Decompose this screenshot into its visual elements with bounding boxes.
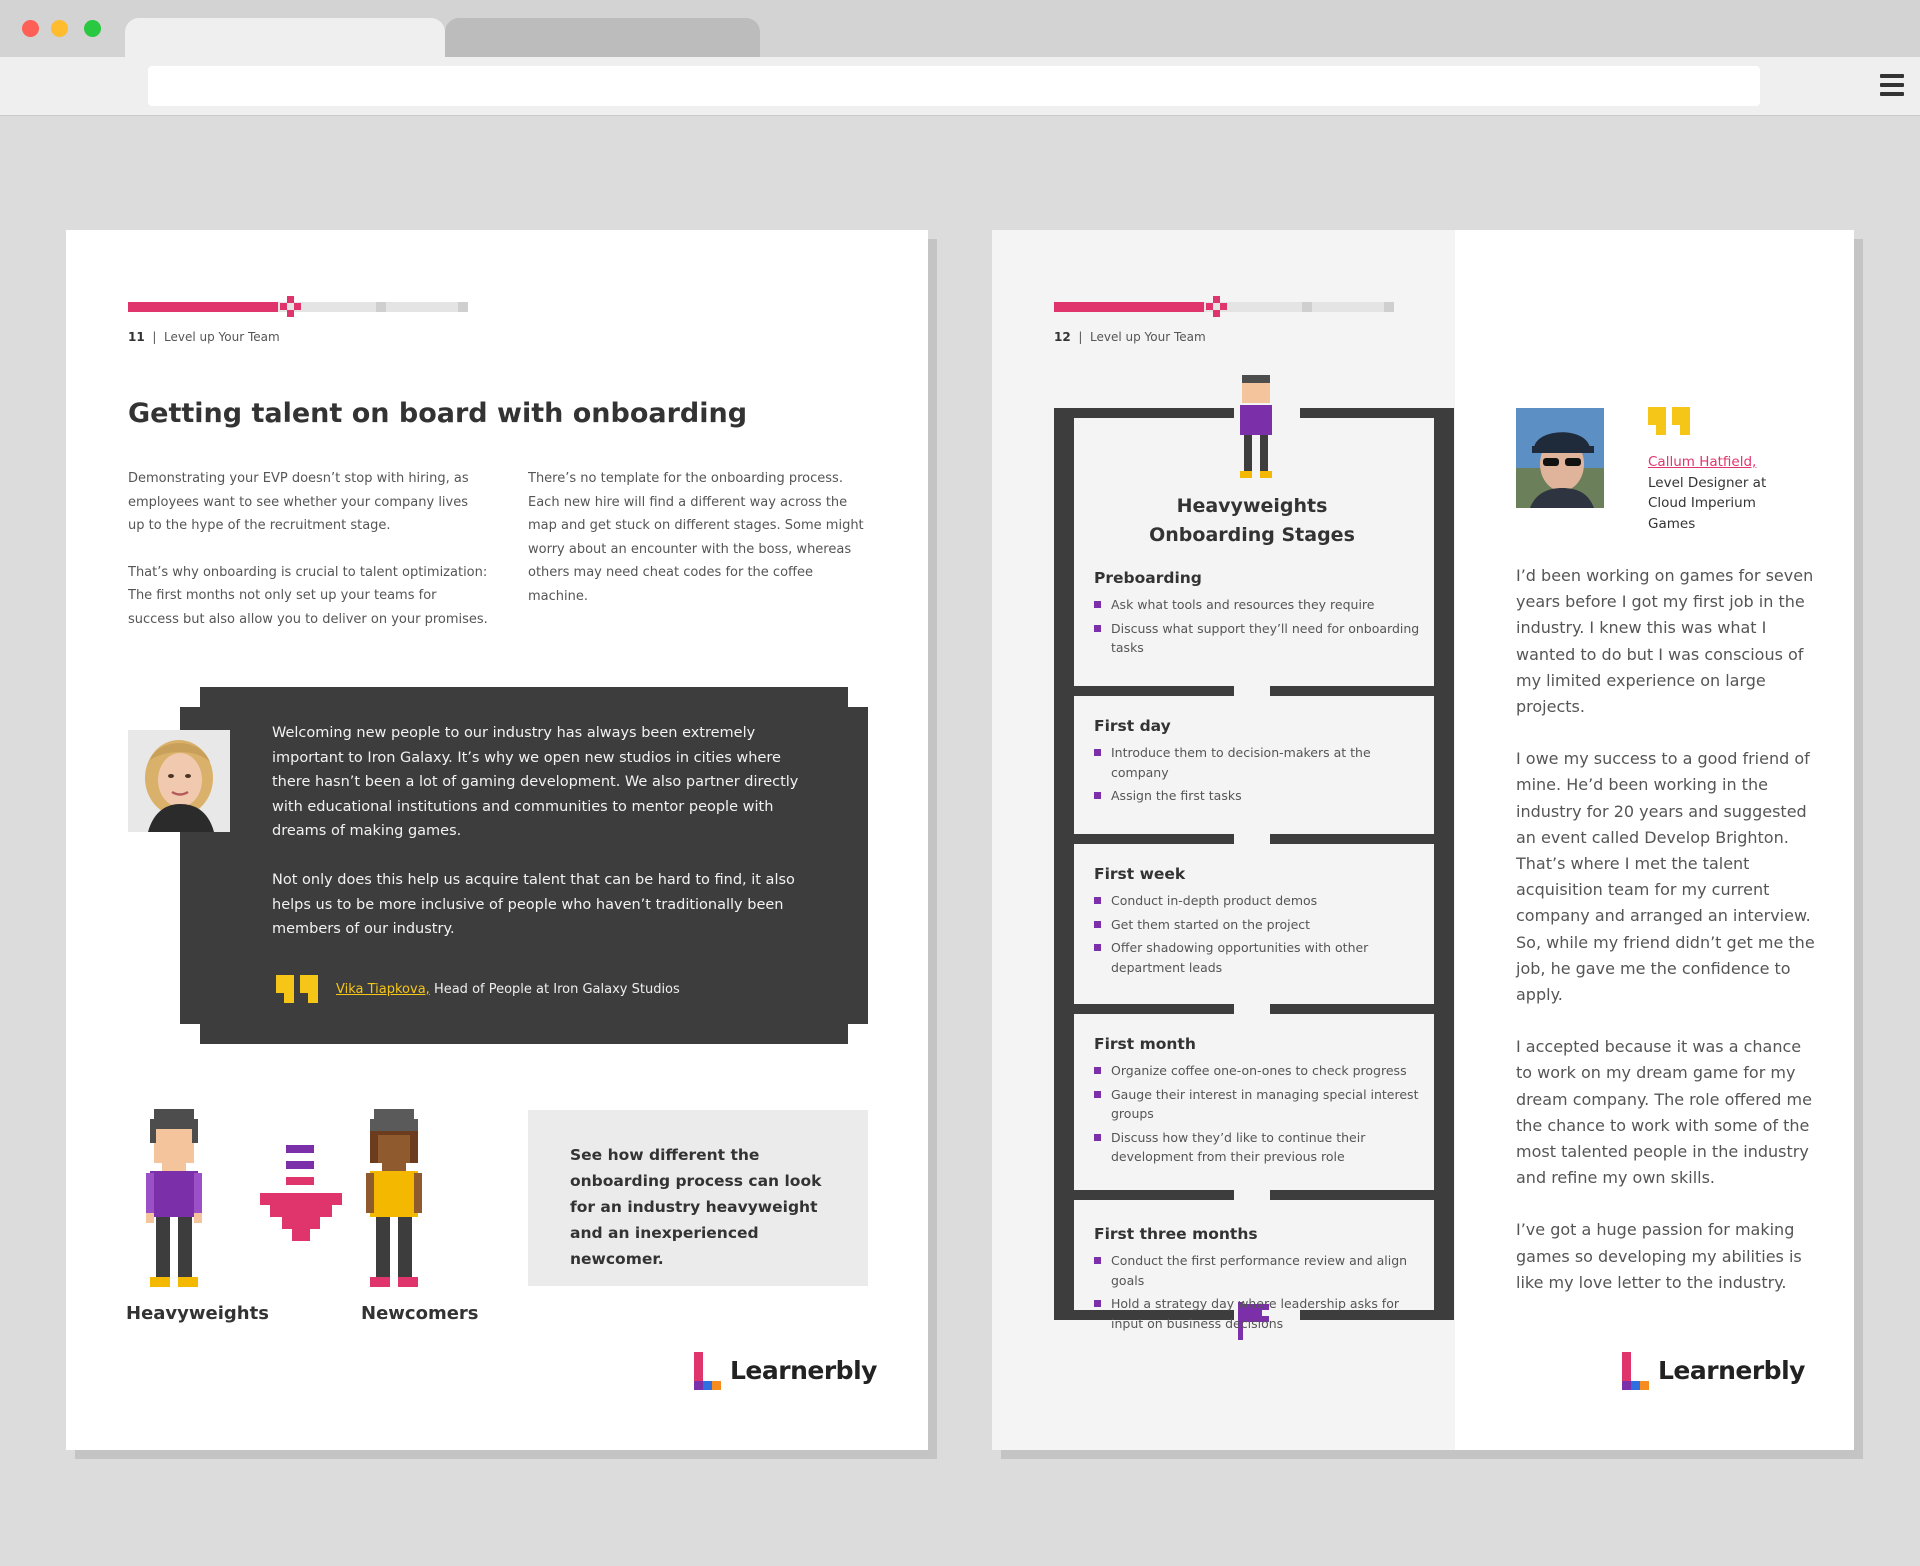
- cta-box: [528, 1110, 868, 1286]
- minimize-window-button[interactable]: [51, 20, 68, 37]
- stages-title: [1054, 492, 1450, 550]
- pixel-corner-decoration: [838, 1014, 868, 1044]
- cta-text: See how different the onboarding process can look for an industry heavyweight and an inexperienced newcomer.: [570, 1146, 822, 1268]
- testimonial-paragraph: Welcoming new people to our industry has always been extremely important to Iron Galaxy. It’s why we open new studios in cities where there hasn’t been a lot of gaming development. We also partner directly with educational institutions and communities to mentor people with dreams of making games.: [272, 725, 799, 840]
- learnerbly-logo-icon: [1622, 1352, 1650, 1390]
- page-11: [66, 230, 928, 1450]
- arrow-down-icon: [260, 1145, 342, 1247]
- close-window-button[interactable]: [22, 20, 39, 37]
- testimonial-paragraph: Not only does this help us acquire talent that can be hard to find, it also helps us to be more inclusive of people who haven’t traditionally been members of our industry.: [272, 871, 795, 938]
- intro-paragraph: Demonstrating your EVP doesn’t stop with hiring, as employees want to see whether your company lives up to the hype of the recruitment stage.: [128, 471, 469, 533]
- stage-divider: [1064, 834, 1234, 844]
- stage-divider: [1270, 1004, 1444, 1014]
- progress-bar: [1054, 290, 1394, 322]
- author-name-link[interactable]: Vika Tiapkova,: [336, 982, 430, 997]
- callum-name-link[interactable]: Callum Hatfield,: [1648, 454, 1757, 470]
- stage-item: Get them started on the project: [1094, 915, 1424, 935]
- stages-title-line: Heavyweights: [1176, 495, 1328, 517]
- pixel-corner-decoration: [838, 687, 868, 717]
- stages-title-line: Onboarding Stages: [1149, 524, 1355, 546]
- stage-heading: First three months: [1094, 1225, 1258, 1243]
- newcomer-character-icon: [366, 1109, 422, 1289]
- stage-item: Organize coffee one-on-ones to check progress: [1094, 1061, 1424, 1081]
- author-role: Head of People at Iron Galaxy Studios: [429, 982, 680, 997]
- intro-paragraph: That’s why onboarding is crucial to talent optimization: The first months not only set up your teams for success but also allow you to deliver on your promises.: [128, 564, 488, 627]
- callum-testimonial: [1516, 563, 1816, 1322]
- stage-divider: [1064, 1004, 1234, 1014]
- page-header: 12 | Level up Your Team: [1054, 330, 1206, 344]
- stage-item: Assign the first tasks: [1094, 786, 1424, 806]
- callum-attribution: [1648, 452, 1788, 534]
- section-name: Level up Your Team: [164, 330, 280, 344]
- maximize-window-button[interactable]: [84, 20, 101, 37]
- browser-tab-active[interactable]: [125, 18, 445, 57]
- avatar-vika: [128, 730, 230, 832]
- heavyweight-character-icon: [146, 1109, 202, 1289]
- label-newcomers: Newcomers: [361, 1303, 479, 1324]
- pixel-corner-decoration: [180, 1014, 210, 1044]
- testimonial-paragraph: I accepted because it was a chance to work on my dream game for my dream company. The role offered me the chance to work with some of the most talented people in the industry and refine my own skills.: [1516, 1037, 1812, 1188]
- stage-first-month: [1094, 1035, 1424, 1171]
- stage-heading: First day: [1094, 717, 1171, 735]
- stage-divider: [1064, 1190, 1234, 1200]
- learnerbly-logo-icon: [694, 1352, 722, 1390]
- intro-column-1: [128, 467, 488, 631]
- page-12: [992, 230, 1854, 1450]
- stage-first-week: [1094, 865, 1424, 981]
- section-name: Level up Your Team: [1090, 330, 1206, 344]
- intro-column-2: [528, 467, 868, 608]
- callum-role: Level Designer at Cloud Imperium Games: [1648, 474, 1767, 532]
- address-bar[interactable]: [148, 66, 1760, 106]
- stages-frame-inner: [1434, 418, 1444, 1310]
- stage-divider: [1270, 834, 1444, 844]
- stage-heading: First week: [1094, 865, 1186, 883]
- browser-chrome: [0, 0, 1920, 115]
- progress-marker-icon: [280, 296, 302, 318]
- pixel-corner-decoration: [180, 687, 210, 717]
- stage-heading: Preboarding: [1094, 569, 1202, 587]
- stage-item: Introduce them to decision-makers at the company: [1094, 743, 1424, 782]
- page-title: Getting talent on board with onboarding: [128, 398, 748, 429]
- stage-heading: First month: [1094, 1035, 1196, 1053]
- logo-wordmark: Learnerbly: [1658, 1356, 1805, 1385]
- testimonial-text: [272, 721, 812, 966]
- stages-frame: [1054, 408, 1234, 418]
- page-number: 11: [128, 330, 145, 344]
- stage-item: Discuss what support they’ll need for onboarding tasks: [1094, 619, 1424, 658]
- stage-item: Discuss how they’d like to continue their development from their previous role: [1094, 1128, 1424, 1167]
- browser-tab-inactive[interactable]: [445, 18, 760, 57]
- page-header: 11 | Level up Your Team: [128, 330, 280, 344]
- stage-item: Conduct in-depth product demos: [1094, 891, 1424, 911]
- progress-bar: [128, 290, 468, 322]
- stages-frame-inner: [1064, 418, 1074, 1310]
- label-heavyweights: Heavyweights: [126, 1303, 269, 1324]
- logo-wordmark: Learnerbly: [730, 1356, 877, 1385]
- testimonial-paragraph: I owe my success to a good friend of mine. He’d been working in the industry for 20 years and suggested an event called Develop Brighton. That’s where I met the talent acquisition team for my current company and arranged an interview. So, while my friend didn’t get me the job, he gave me the confidence to apply.: [1516, 749, 1815, 1005]
- stage-divider: [1270, 686, 1444, 696]
- quote-mark-icon: [1648, 407, 1692, 437]
- stage-preboarding: [1094, 569, 1424, 662]
- stage-first-three-months: [1094, 1225, 1424, 1337]
- testimonial-paragraph: I’ve got a huge passion for making games so developing my abilities is like my love letter to the industry.: [1516, 1220, 1802, 1292]
- stage-divider: [1064, 686, 1234, 696]
- avatar-callum: [1516, 408, 1604, 508]
- stage-item: Gauge their interest in managing special interest groups: [1094, 1085, 1424, 1124]
- stage-first-day: [1094, 717, 1424, 810]
- stages-frame: [1300, 408, 1454, 418]
- quote-mark-icon: [276, 975, 320, 1005]
- testimonial-paragraph: I’d been working on games for seven years before I got my first job in the industry. I knew this was what I wanted to do but I was conscious of my limited experience on large projects.: [1516, 566, 1814, 717]
- hamburger-menu-icon[interactable]: [1880, 74, 1904, 96]
- stage-divider: [1270, 1190, 1444, 1200]
- stage-item: Hold a strategy day where leadership asks for input on business decisions: [1094, 1294, 1424, 1333]
- testimonial-attribution: [336, 982, 680, 997]
- stage-item: Offer shadowing opportunities with other department leads: [1094, 938, 1424, 977]
- intro-paragraph: There’s no template for the onboarding process. Each new hire will find a different way across the map and get stuck on different stages. Some might worry about an encounter with the boss, whereas others may need cheat codes for the coffee machine.: [528, 471, 864, 604]
- stage-item: Conduct the first performance review and align goals: [1094, 1251, 1424, 1290]
- page-number: 12: [1054, 330, 1071, 344]
- testimonial-box: [180, 687, 868, 1044]
- heavyweight-character-icon: [1238, 375, 1274, 480]
- stage-item: Ask what tools and resources they require: [1094, 595, 1424, 615]
- progress-marker-icon: [1206, 296, 1228, 318]
